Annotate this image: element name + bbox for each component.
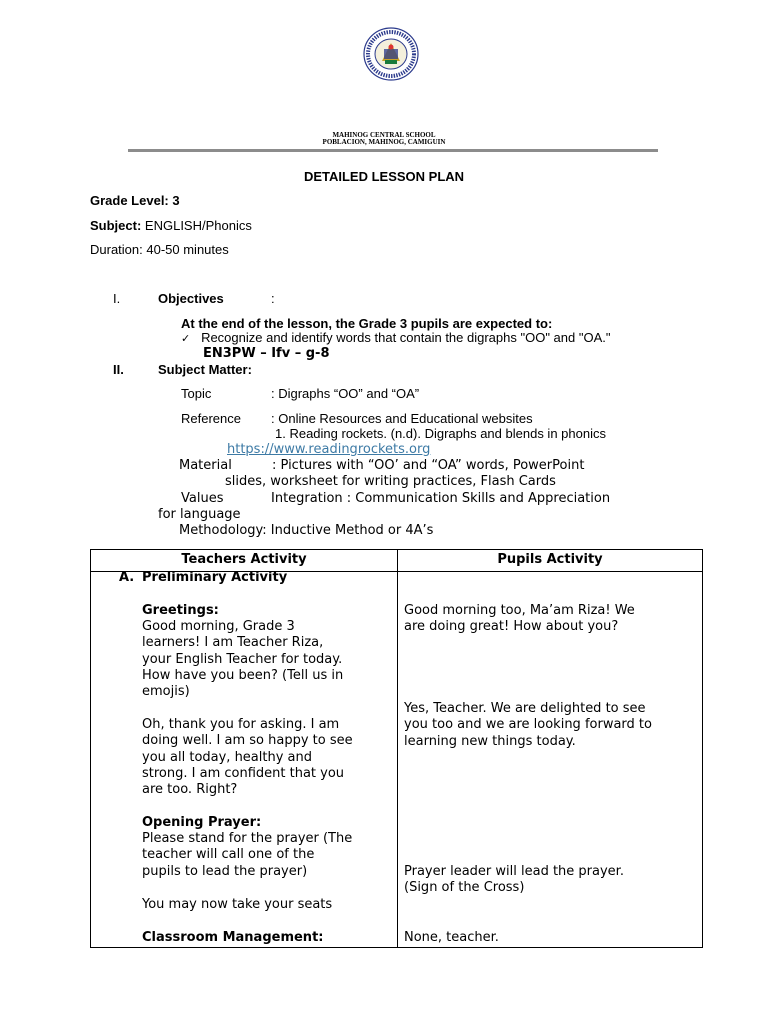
teachers-activity-header: Teachers Activity xyxy=(181,552,307,567)
school-address: POBLACION, MAHINOG, CAMIGUIN xyxy=(322,138,446,146)
pupil-greeting: Good morning too, Ma’am Riza! We are doing great! How about you? xyxy=(404,603,635,635)
subject-label: Subject: xyxy=(90,218,142,233)
document-title: DETAILED LESSON PLAN xyxy=(303,169,465,184)
section-title: Preliminary Activity xyxy=(142,570,288,585)
reference-item: 1. Reading rockets. (n.d). Digraphs and blends in phonics xyxy=(275,426,606,441)
teacher-response: Oh, thank you for asking. I am doing well. I am so happy to see you all today, healthy and strong. I am confident that you are too. Right? xyxy=(142,717,353,798)
subject-matter-numeral: II. xyxy=(113,362,124,377)
material-value: : Pictures with “OO’ and “OA” words, PowerPoint xyxy=(272,458,585,473)
deped-seal-logo xyxy=(358,27,424,81)
objectives-colon: : xyxy=(271,291,275,306)
duration: Duration: 40-50 minutes xyxy=(90,242,229,257)
greetings-heading: Greetings: xyxy=(142,603,219,618)
pupil-response: Yes, Teacher. We are delighted to see you too and we are looking forward to learning new things today. xyxy=(404,701,652,749)
teacher-prayer: Please stand for the prayer (The teacher will call one of the pupils to lead the prayer) xyxy=(142,831,353,879)
material-continued: slides, worksheet for writing practices, Flash Cards xyxy=(225,474,556,489)
topic-value: : Digraphs “OO” and “OA” xyxy=(271,386,420,401)
objectives-intro: At the end of the lesson, the Grade 3 pupils are expected to: xyxy=(181,316,553,331)
material-label: Material xyxy=(179,458,232,473)
reference-link[interactable]: https://www.readingrockets.org xyxy=(227,442,431,457)
competency-code: EN3PW – Ifv – g-8 xyxy=(203,346,330,361)
subject-matter-heading: Subject Matter: xyxy=(158,362,252,377)
objective-item xyxy=(181,330,610,345)
subject-line xyxy=(90,218,252,233)
topic-label: Topic xyxy=(181,386,212,401)
prayer-heading: Opening Prayer: xyxy=(142,815,262,830)
pupil-prayer: Prayer leader will lead the prayer. (Sign of the Cross) xyxy=(404,864,624,896)
objectives-heading: Objectives xyxy=(158,291,224,306)
header-rule xyxy=(128,149,658,152)
section-marker: A. xyxy=(119,570,135,585)
values-label: Values xyxy=(181,491,224,506)
school-name: MAHINOG CENTRAL SCHOOL xyxy=(332,131,436,139)
management-heading: Classroom Management: xyxy=(142,930,324,945)
objective-item-text: Recognize and identify words that contain the digraphs "OO" and "OA." xyxy=(201,330,611,345)
methodology: Methodology: Inductive Method or 4A’s xyxy=(179,523,434,538)
pupils-activity-header: Pupils Activity xyxy=(497,552,603,567)
reference-label: Reference xyxy=(181,411,241,426)
values-value: Integration : Communication Skills and Appreciation xyxy=(271,491,611,506)
pupil-management: None, teacher. xyxy=(404,930,499,945)
reference-value: : Online Resources and Educational websites xyxy=(271,411,533,426)
values-continued: for language xyxy=(158,507,241,522)
table-column-divider xyxy=(397,550,398,947)
subject-value: ENGLISH/Phonics xyxy=(144,218,252,233)
teacher-greeting: Good morning, Grade 3 learners! I am Teacher Riza, your English Teacher for today. How have you been? (Tell us in emojis) xyxy=(142,619,344,700)
teacher-seats: You may now take your seats xyxy=(142,897,333,912)
activity-table xyxy=(90,549,703,948)
objectives-numeral: I. xyxy=(113,291,121,306)
check-icon: ✓ xyxy=(181,332,191,345)
grade-level: Grade Level: 3 xyxy=(90,193,180,208)
